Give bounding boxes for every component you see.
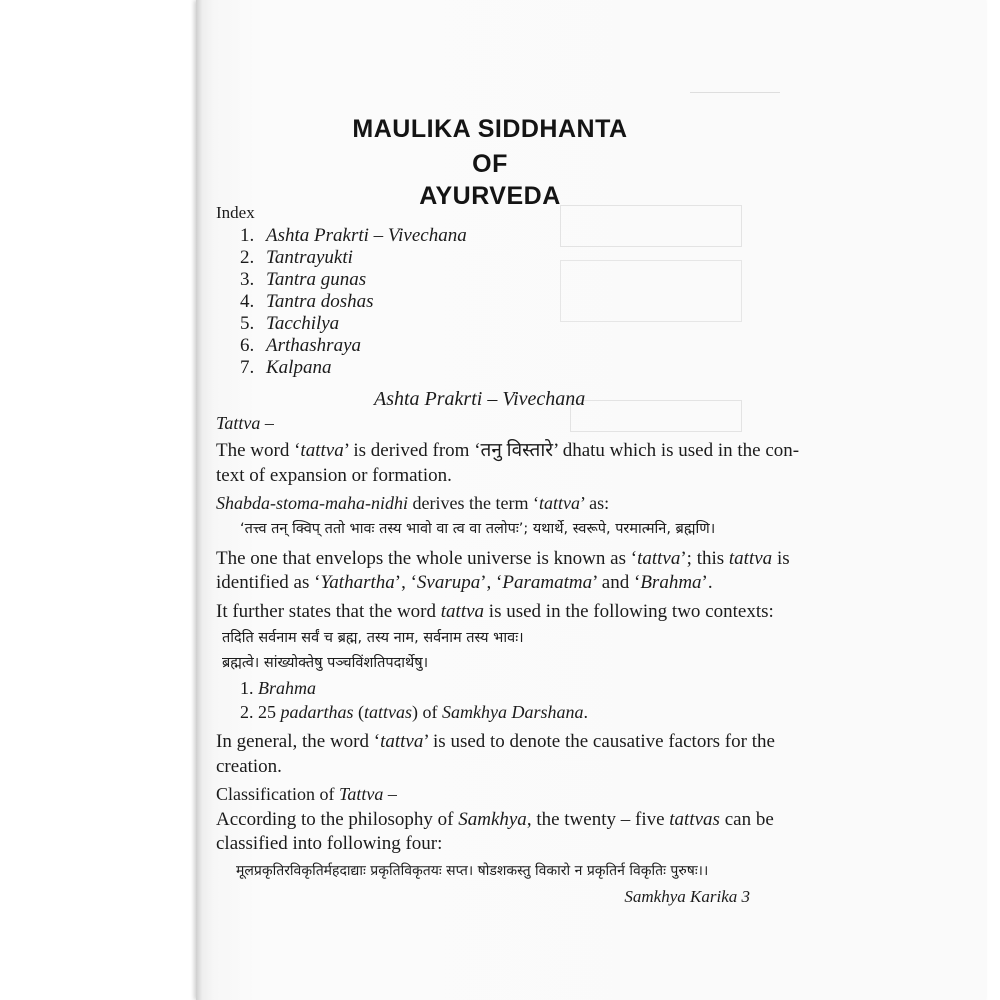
paragraph-line: classified into following four: (216, 833, 443, 854)
index-item-number: 5. (240, 313, 255, 334)
text-run: It further states that the word (216, 601, 441, 622)
index-item-number: 2. (240, 247, 255, 268)
text-run: ’ and ‘ (592, 572, 641, 593)
index-item-number: 4. (240, 291, 255, 312)
index-item (240, 248, 353, 267)
index-item-text: Tantra doshas (266, 291, 374, 312)
text-run: can be (719, 809, 774, 830)
text-run: , the twenty – five (526, 809, 670, 830)
text-run: The word ‘ (216, 440, 301, 461)
paragraph-line (216, 810, 774, 829)
text-run-italic: Yathartha (320, 572, 395, 593)
paragraph-line (216, 441, 799, 460)
sanskrit-verse: ब्रह्मत्वे। सांख्योक्तेषु पञ्चविंशतिपदार्थेषु। (222, 655, 429, 671)
text-run: In general, the word ‘ (216, 731, 381, 752)
text-run: ’ is used to denote the causative factors for the (423, 731, 775, 752)
text-run: The one that envelops the whole universe is known as ‘ (216, 548, 638, 569)
text-run: ’, ‘ (394, 572, 417, 593)
text-run: is (772, 548, 790, 569)
index-label: Index (216, 203, 255, 222)
verse-reference: Samkhya Karika 3 (624, 887, 750, 906)
text-run-italic: Paramatma (502, 572, 593, 593)
index-item-text: Tantra gunas (266, 269, 367, 290)
text-run: ’ is derived from ‘तनु विस्तारे’ dhatu which is used in the con- (343, 440, 800, 461)
text-run: ( (353, 702, 365, 722)
paragraph-line (216, 549, 790, 568)
text-run-italic: Tattva (338, 784, 384, 804)
index-item (240, 270, 366, 289)
text-run: 1. (240, 678, 258, 698)
text-run-italic: tattvas (364, 702, 413, 722)
index-item-number: 1. (240, 225, 255, 246)
text-run: ’ as: (579, 493, 610, 513)
sanskrit-verse: ‘तत्त्व तन् क्विप् ततो भावः तस्य भावो वा त्व वा तलोपः’; यथार्थे, स्वरूपे, परमात्मनि, ब्रह्मणि। (240, 521, 716, 537)
text-run-italic: tattva (440, 601, 485, 622)
text-run: . (583, 702, 589, 722)
text-run-italic: Brahma (258, 678, 316, 698)
text-run: derives the term ‘ (408, 493, 539, 513)
index-item (240, 226, 467, 245)
book-title-line3: AYURVEDA (419, 182, 561, 210)
subsection-heading-tattva: Tattva – (216, 413, 274, 433)
sanskrit-verse: तदिति सर्वनाम सर्वं च ब्रह्म, तस्य नाम, सर्वनाम तस्य भावः। (222, 630, 524, 646)
paragraph-line (216, 602, 774, 621)
index-item (240, 358, 331, 377)
section-heading: Ashta Prakrti – Vivechana (374, 388, 586, 410)
sanskrit-verse: मूलप्रकृतिरविकृतिर्महदाद्याः प्रकृतिविकृतयः सप्त। षोडशकस्तु विकारो न प्रकृतिर्न विकृतिः पुरुषः।। (236, 863, 709, 879)
text-run-italic: tattva (728, 548, 773, 569)
context-item (240, 679, 316, 697)
text-run: identified as ‘ (216, 572, 321, 593)
text-run: 2. 25 (240, 702, 281, 722)
index-item (240, 292, 374, 311)
text-run-italic: Samkhya Darshana (442, 702, 584, 722)
text-run-italic: Shabda-stoma-maha-nidhi (216, 493, 408, 513)
text-run-italic: Samkhya (458, 809, 527, 830)
text-run: is used in the following two contexts: (484, 601, 774, 622)
text-run: ) of (412, 702, 443, 722)
paragraph-line: creation. (216, 756, 282, 777)
index-item-number: 7. (240, 357, 255, 378)
paragraph-line (216, 494, 609, 512)
index-item (240, 314, 339, 333)
context-item (240, 703, 588, 721)
paragraph-line (216, 573, 713, 592)
index-item-text: Tacchilya (266, 313, 340, 334)
text-run: ’; this (680, 548, 729, 569)
paragraph-line (216, 732, 775, 751)
text-run-italic: padarthas (280, 702, 354, 722)
index-item-text: Kalpana (266, 357, 332, 378)
paragraph-line: text of expansion or formation. (216, 465, 452, 486)
index-item-text: Arthashraya (266, 335, 361, 356)
book-title-line1: MAULIKA SIDDHANTA (352, 115, 628, 143)
text-run: ’, ‘ (480, 572, 503, 593)
text-run-italic: Svarupa (416, 572, 481, 593)
text-run-italic: Brahma (640, 572, 702, 593)
text-run-italic: tattva (538, 493, 580, 513)
text-run-italic: tattva (637, 548, 681, 569)
text-run-italic: tattvas (669, 809, 720, 830)
text-run-italic: tattva (380, 731, 424, 752)
text-run-italic: tattva (300, 440, 344, 461)
index-item-number: 6. (240, 335, 255, 356)
text-run: Classification of (216, 784, 339, 804)
subsection-heading-classification (216, 785, 397, 803)
index-item-text: Ashta Prakrti – Vivechana (266, 225, 467, 246)
page-fold-shadow (196, 0, 202, 1000)
text-run: According to the philosophy of (216, 809, 459, 830)
text-run: ’. (701, 572, 713, 593)
index-item (240, 336, 361, 355)
text-run: – (383, 784, 397, 804)
index-item-text: Tantrayukti (266, 247, 353, 268)
index-item-number: 3. (240, 269, 255, 290)
book-title-line2: OF (472, 150, 508, 178)
